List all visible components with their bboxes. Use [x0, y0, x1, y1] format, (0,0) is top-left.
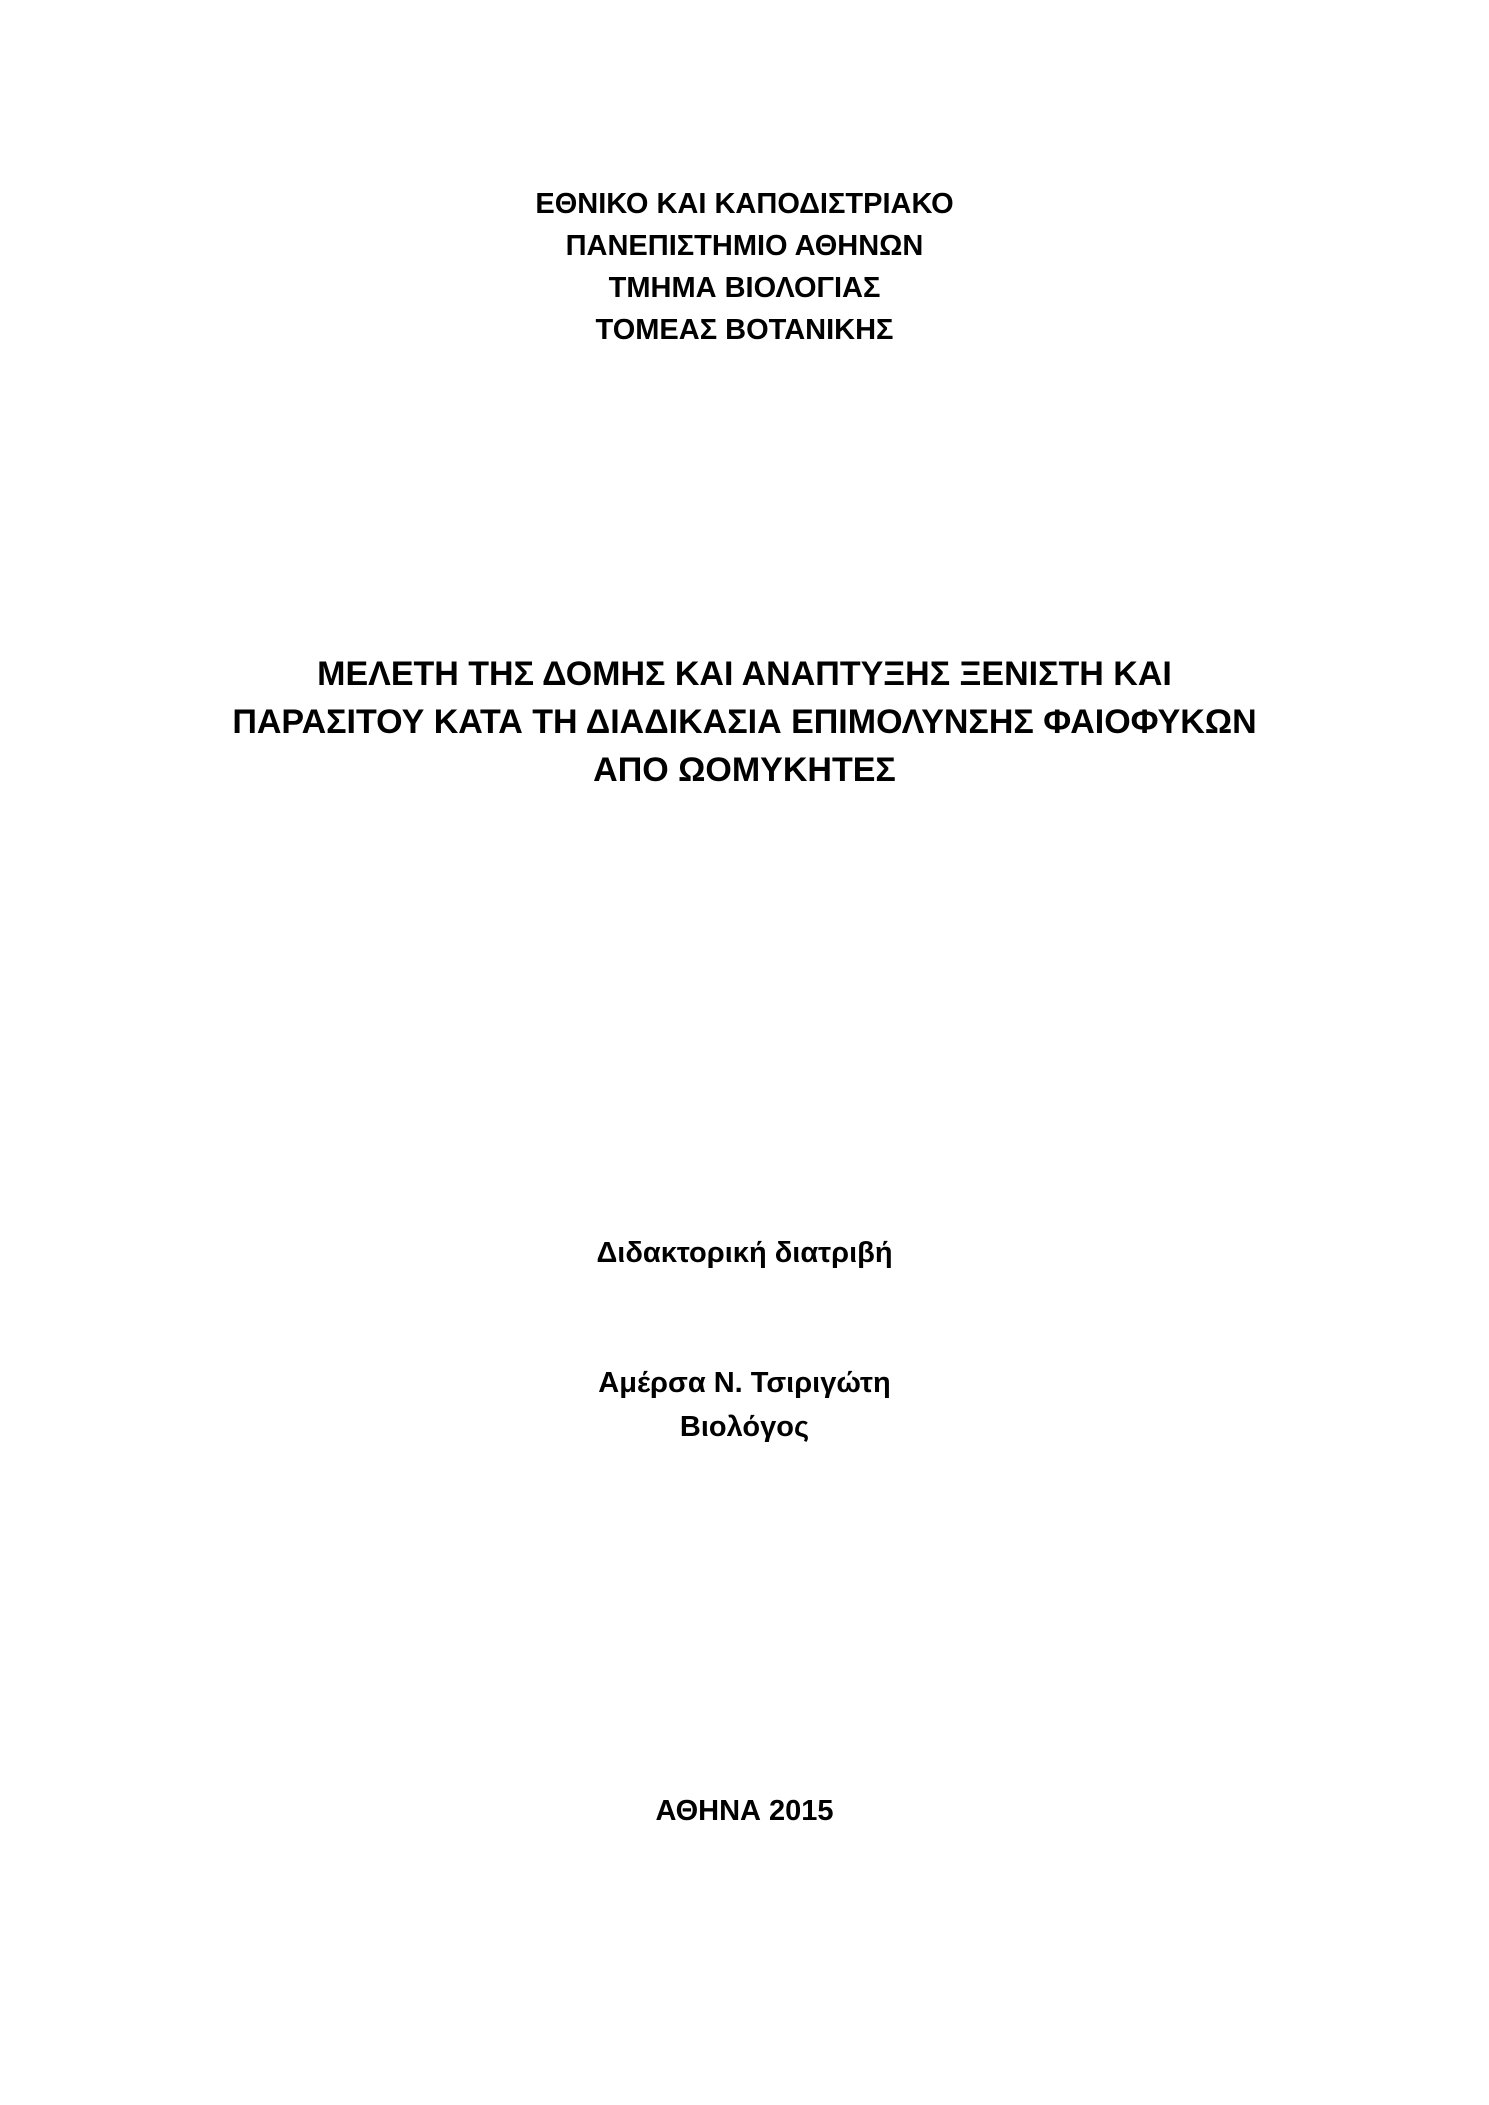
- author-name: Αμέρσα Ν. Τσιριγώτη: [598, 1367, 891, 1399]
- thesis-type: [0, 1232, 1489, 1274]
- university-name-line-2: ΠΑΝΕΠΙΣΤΗΜΙΟ ΑΘΗΝΩΝ: [565, 230, 924, 262]
- thesis-type-label: Διδακτορική διατριβή: [596, 1237, 893, 1269]
- institution-header: [0, 183, 1489, 351]
- place-and-year: [0, 1790, 1489, 1832]
- section-name: ΤΟΜΕΑΣ ΒΟΤΑΝΙΚΗΣ: [595, 314, 894, 346]
- university-name-line-1: ΕΘΝΙΚΟ ΚΑΙ ΚΑΠΟΔΙΣΤΡΙΑΚΟ: [535, 188, 954, 220]
- thesis-title: [0, 650, 1489, 794]
- author-block: [0, 1361, 1489, 1449]
- department-name: ΤΜΗΜΑ ΒΙΟΛΟΓΙΑΣ: [608, 272, 881, 304]
- author-profession: Βιολόγος: [679, 1411, 810, 1443]
- thesis-title-line-2: ΠΑΡΑΣΙΤΟΥ ΚΑΤΑ ΤΗ ΔΙΑΔΙΚΑΣΙΑ ΕΠΙΜΟΛΥΝΣΗΣ ΦΑΙΟΦΥΚΩΝ: [232, 703, 1257, 741]
- thesis-title-line-1: ΜΕΛΕΤΗ ΤΗΣ ΔΟΜΗΣ ΚΑΙ ΑΝΑΠΤΥΞΗΣ ΞΕΝΙΣΤΗ ΚΑΙ: [317, 655, 1172, 693]
- thesis-title-line-3: ΑΠΟ ΩΟΜΥΚΗΤΕΣ: [593, 751, 896, 789]
- place-year-label: ΑΘΗΝΑ 2015: [655, 1795, 834, 1827]
